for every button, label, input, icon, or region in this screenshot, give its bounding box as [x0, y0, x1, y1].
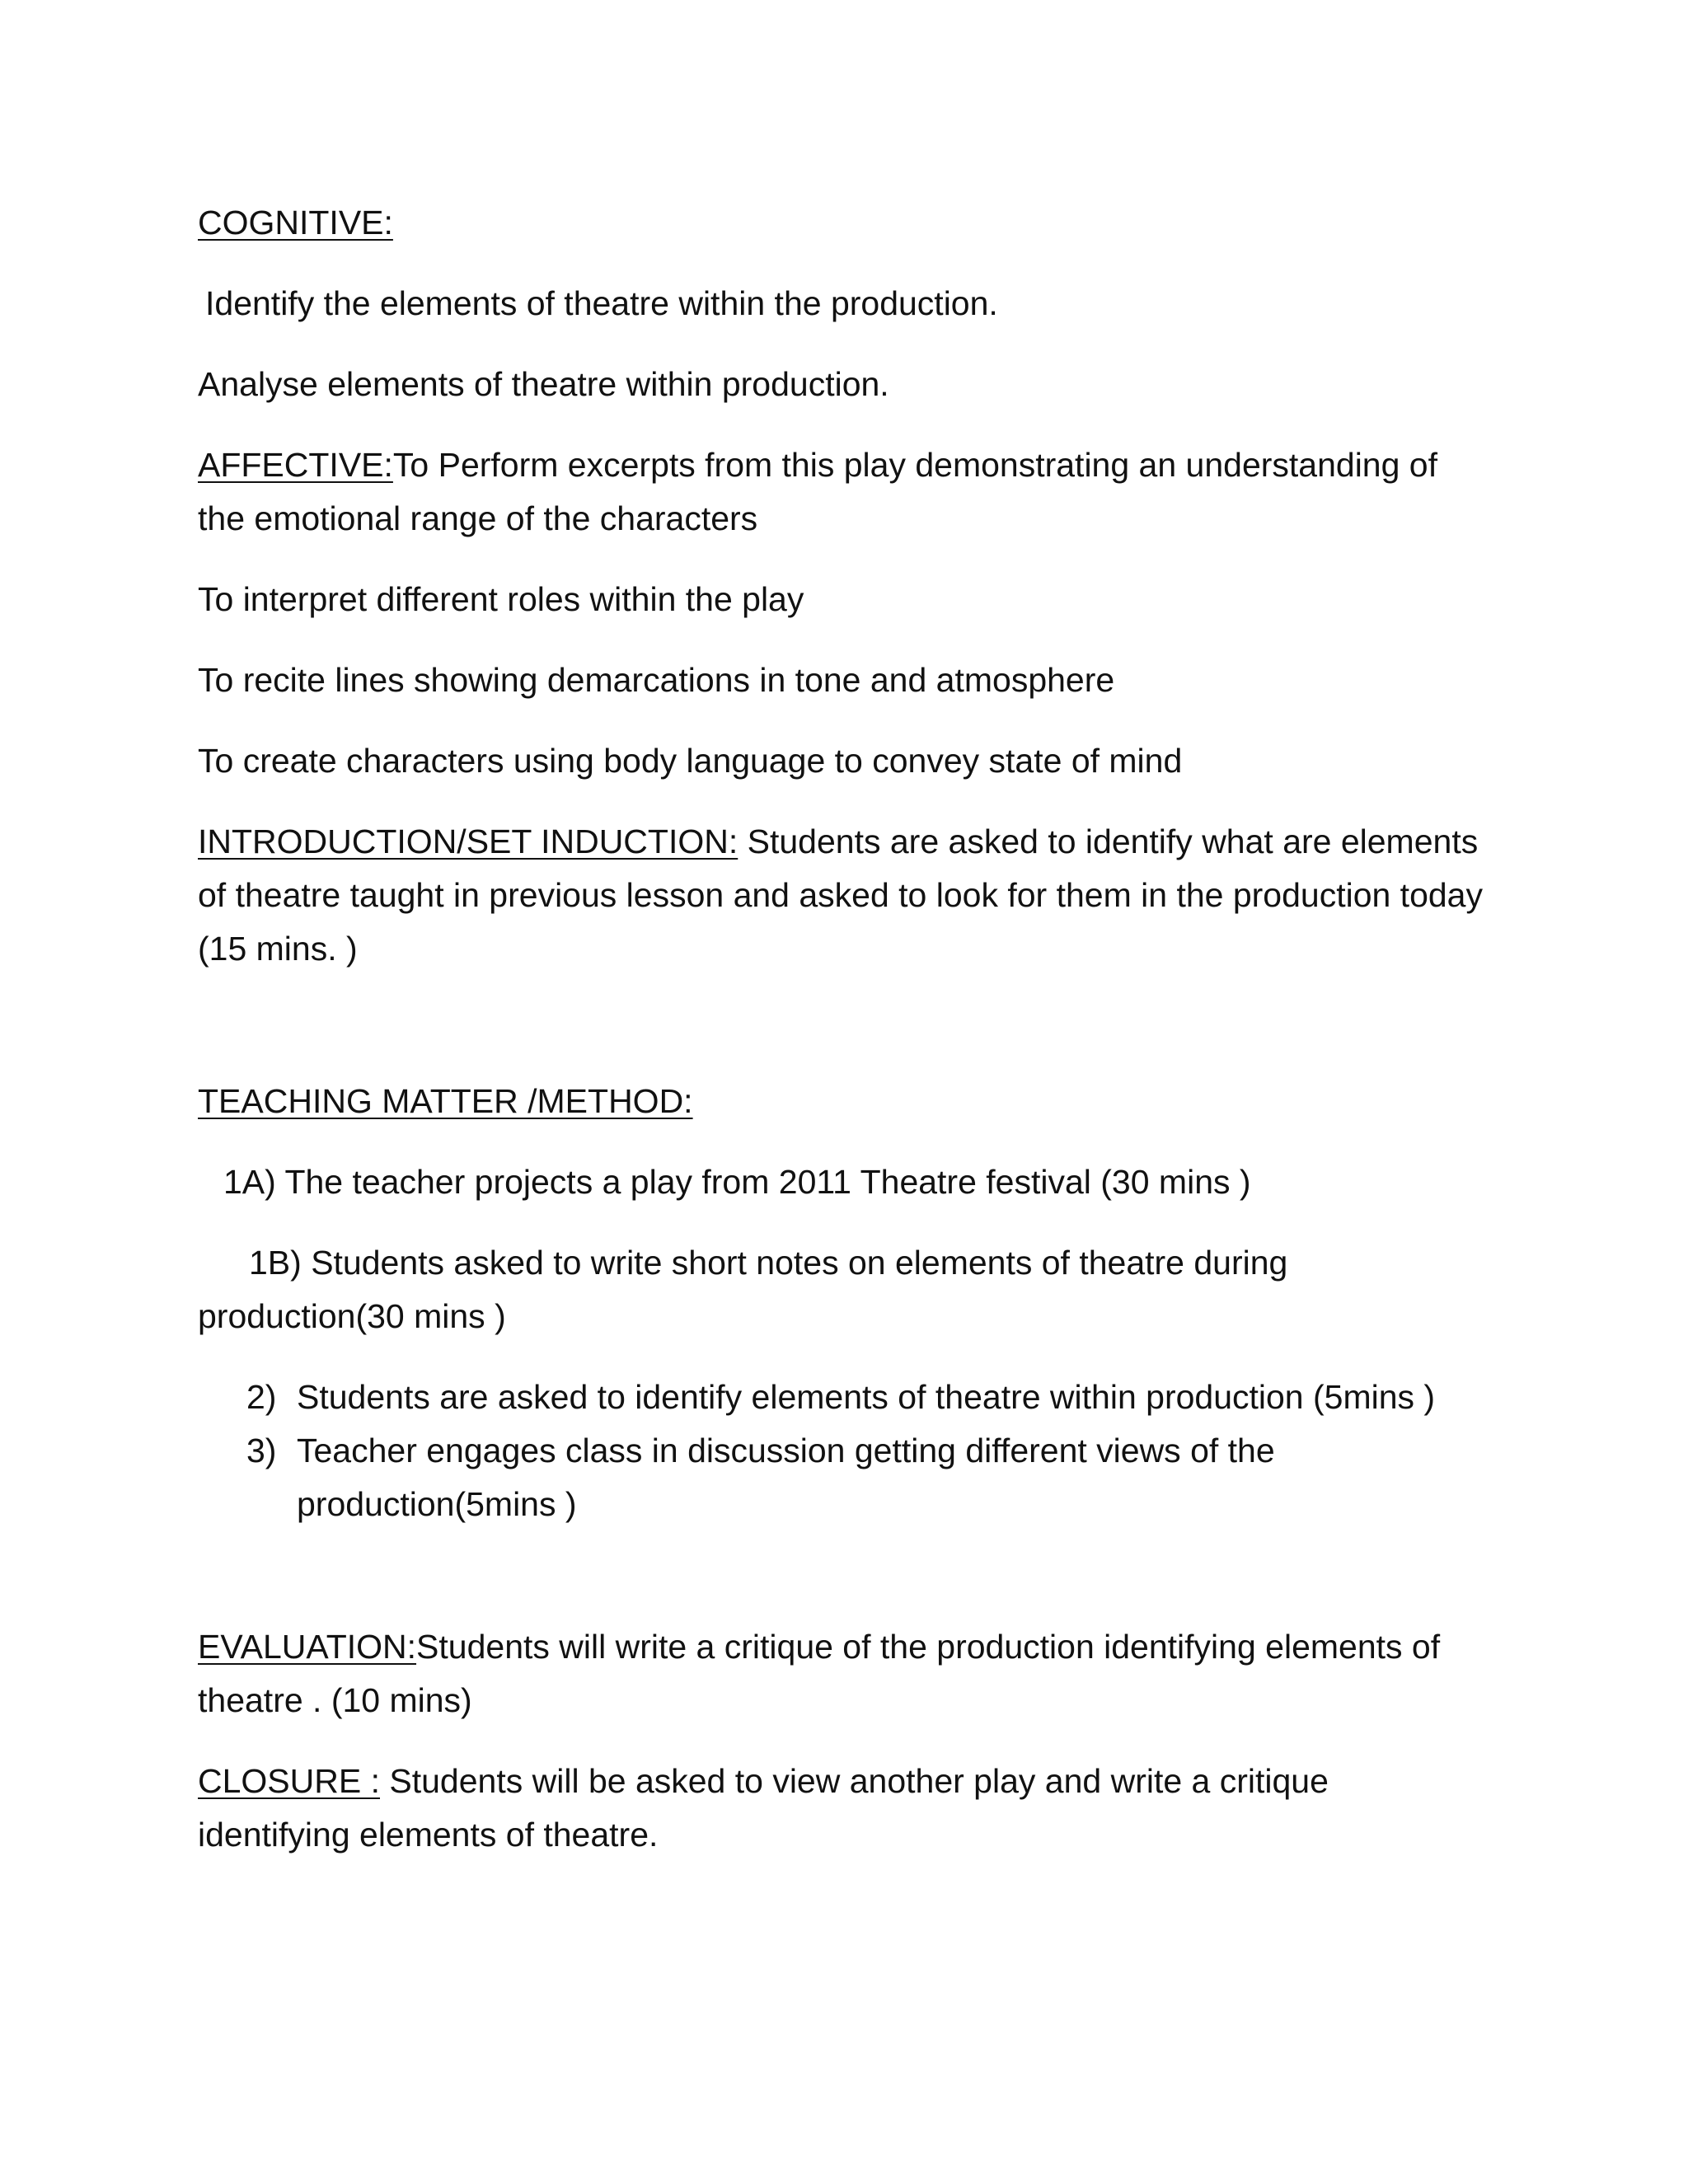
- closure-heading: CLOSURE :: [198, 1762, 380, 1800]
- affective-heading: AFFECTIVE:: [198, 446, 393, 484]
- cognitive-item: Analyse elements of theatre within production.: [198, 365, 889, 403]
- evaluation-paragraph: [198, 1620, 1484, 1727]
- affective-item: To recite lines showing demarcations in tone and atmosphere: [198, 661, 1115, 699]
- list-item-text: Teacher engages class in discussion getting different views of the production(5mins ): [297, 1432, 1275, 1523]
- evaluation-heading: EVALUATION:: [198, 1628, 417, 1666]
- affective-paragraph: [198, 438, 1484, 546]
- closure-text: Students will be asked to view another play and write a critique identifying elements of theatre.: [198, 1762, 1329, 1854]
- evaluation-text: Students will write a critique of the production identifying elements of theatre . (10 mins): [198, 1628, 1441, 1719]
- list-item-text: Students are asked to identify elements of theatre within production (5mins ): [297, 1378, 1436, 1416]
- teaching-item-1a: 1A) The teacher projects a play from 2011 Theatre festival (30 mins ): [223, 1163, 1251, 1201]
- cognitive-heading-line: [198, 196, 1484, 250]
- teaching-item-1b-paragraph: [198, 1236, 1484, 1343]
- introduction-heading: INTRODUCTION/SET INDUCTION:: [198, 823, 738, 860]
- list-item-number: 3): [246, 1432, 277, 1469]
- teaching-heading-line: [198, 1075, 1484, 1128]
- list-item-number: 2): [246, 1378, 277, 1416]
- closure-paragraph: [198, 1755, 1484, 1862]
- teaching-item-1b: 1B) Students asked to write short notes on elements of theatre during production(30 mins ): [198, 1244, 1288, 1335]
- lesson-plan-content: [198, 196, 1484, 1889]
- list-item: [198, 1371, 1484, 1424]
- introduction-paragraph: [198, 815, 1484, 976]
- affective-item: To interpret different roles within the play: [198, 580, 804, 618]
- teaching-numbered-list: [198, 1371, 1484, 1531]
- introduction-text: Students are asked to identify what are elements of theatre taught in previous lesson and asked to look for them in the production today (15 mins. ): [198, 823, 1483, 968]
- cognitive-heading: COGNITIVE:: [198, 204, 393, 241]
- affective-item: To create characters using body language to convey state of mind: [198, 742, 1183, 780]
- list-item: [198, 1424, 1484, 1531]
- cognitive-item: Identify the elements of theatre within the production.: [205, 284, 998, 322]
- affective-lead: To Perform excerpts from this play demonstrating an understanding of the emotional range of the characters: [198, 446, 1437, 537]
- teaching-heading: TEACHING MATTER /METHOD:: [198, 1082, 693, 1120]
